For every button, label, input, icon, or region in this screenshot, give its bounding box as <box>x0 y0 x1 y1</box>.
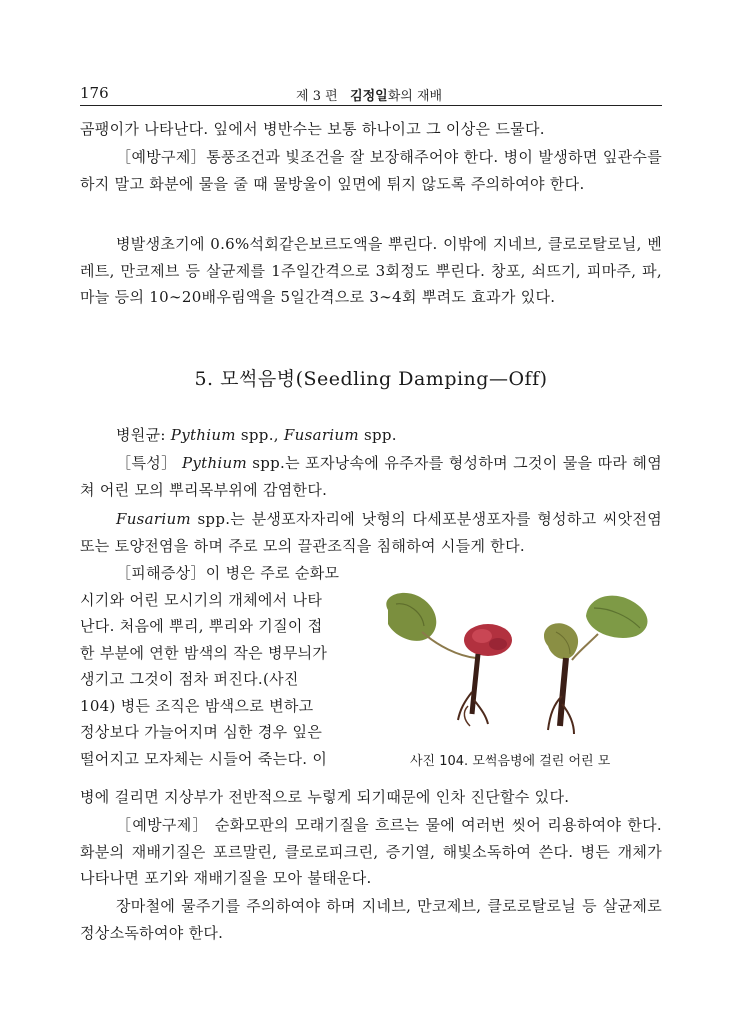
section-heading <box>80 364 662 391</box>
page-header <box>80 78 662 104</box>
traits-genus: Pythium <box>181 454 247 472</box>
paragraph-damage-end: 병에 걸리면 지상부가 전반적으로 누렇게 되기때문에 인차 진단할수 있다. <box>80 788 570 806</box>
damage-line: 104) 병든 조직은 밤색으로 변하고 <box>80 696 314 715</box>
fusarium-genus: Fusarium <box>116 510 191 528</box>
paragraph-prevention-1: ［예방구제］통풍조건과 빛조건을 잘 보장해주어야 한다. 병이 발생하면 잎관수를 하지 말고 화분에 물을 줄 때 물방울이 잎면에 튀지 않도록 주의하여야 한다. <box>80 148 662 193</box>
paragraph-prevention-4: 장마철에 물주기를 주의하여야 하며 지네브, 만코제브, 클로로탈로닐 등 살균제로 정상소독하여야 한다. <box>80 897 662 942</box>
title-bold: 김정일 <box>350 89 388 104</box>
genus-pythium: Pythium <box>170 426 236 444</box>
photo-caption: 사진 104. 모썩음병에 걸린 어린 모 <box>410 754 611 769</box>
damage-line: ［피해증상］이 병은 주로 순화모 <box>116 564 340 582</box>
paragraph-prevention-3: ［예방구제］ 순화모판의 모래기질을 흐르는 물에 여러번 씻어 리용하여야 한다. 화분의 재배기질은 포르말린, 클로로피크린, 증기열, 해빛소독하여 쓴다. 병든 개체가 나타나면 포기와 재배기질을 모아 불태운다. <box>80 816 662 887</box>
traits-label: ［특성］ <box>116 454 182 472</box>
damage-line: 시기와 어린 모시기의 개체에서 나타 <box>80 590 323 609</box>
seedling-photo <box>378 584 662 746</box>
running-title <box>296 85 442 104</box>
paragraph-fusarium <box>80 506 662 559</box>
genus-fusarium: Fusarium <box>283 426 359 444</box>
paragraph-prevention-2: 병발생초기에 0.6%석회같은보르도액을 뿌린다. 이밖에 지네브, 클로로탈로닐, 벤레트, 만코제브 등 살균제를 1주일간격으로 3회정도 뿌린다. 창포, 쇠뜨기, 피마주, 파, 마늘 등의 10∼20배우림액을 5일간격으로 3∼4회 뿌려도 효과가 있다. <box>80 235 662 306</box>
traits-text: spp.는 포자낭속에 유주자를 형성하며 그것이 물을 따라 헤염쳐 어린 모의 뿌리목부위에 감염한다. <box>80 454 662 499</box>
paragraph-traits <box>80 450 662 503</box>
spp-2: spp. <box>358 426 397 444</box>
damage-line: 한 부분에 연한 밤색의 작은 병무늬가 <box>80 643 328 662</box>
page-number: 176 <box>80 84 109 102</box>
section-title: 모썩음병(Seedling Damping—Off) <box>220 368 548 390</box>
damage-line: 떨어지고 모자체는 시들어 죽는다. 이 <box>80 749 328 768</box>
damage-column <box>80 560 370 772</box>
damage-line: 난다. 처음에 뿌리, 뿌리와 기질이 접 <box>80 617 323 635</box>
pathogen-label: 병원균: <box>116 426 171 444</box>
spp-1: spp., <box>235 426 284 444</box>
header-rule <box>80 105 662 106</box>
part-label: 제 3 편 <box>296 89 338 104</box>
fusarium-text: spp.는 분생포자자리에 낫형의 다세포분생포자를 형성하고 씨앗전염 또는 토양전염을 하며 주로 모의 끌관조직을 침해하여 시들게 한다. <box>80 510 662 555</box>
title-rest: 화의 재배 <box>387 89 443 104</box>
paragraph-intro: 곰팽이가 나타난다. 잎에서 병반수는 보통 하나이고 그 이상은 드물다. <box>80 120 545 138</box>
section-number: 5. <box>194 368 214 390</box>
damage-line: 정상보다 가늘어지며 심한 경우 잎은 <box>80 723 323 741</box>
paragraph-pathogen <box>80 422 662 449</box>
damage-line: 생기고 그것이 점차 퍼진다.(사진 <box>80 670 299 688</box>
